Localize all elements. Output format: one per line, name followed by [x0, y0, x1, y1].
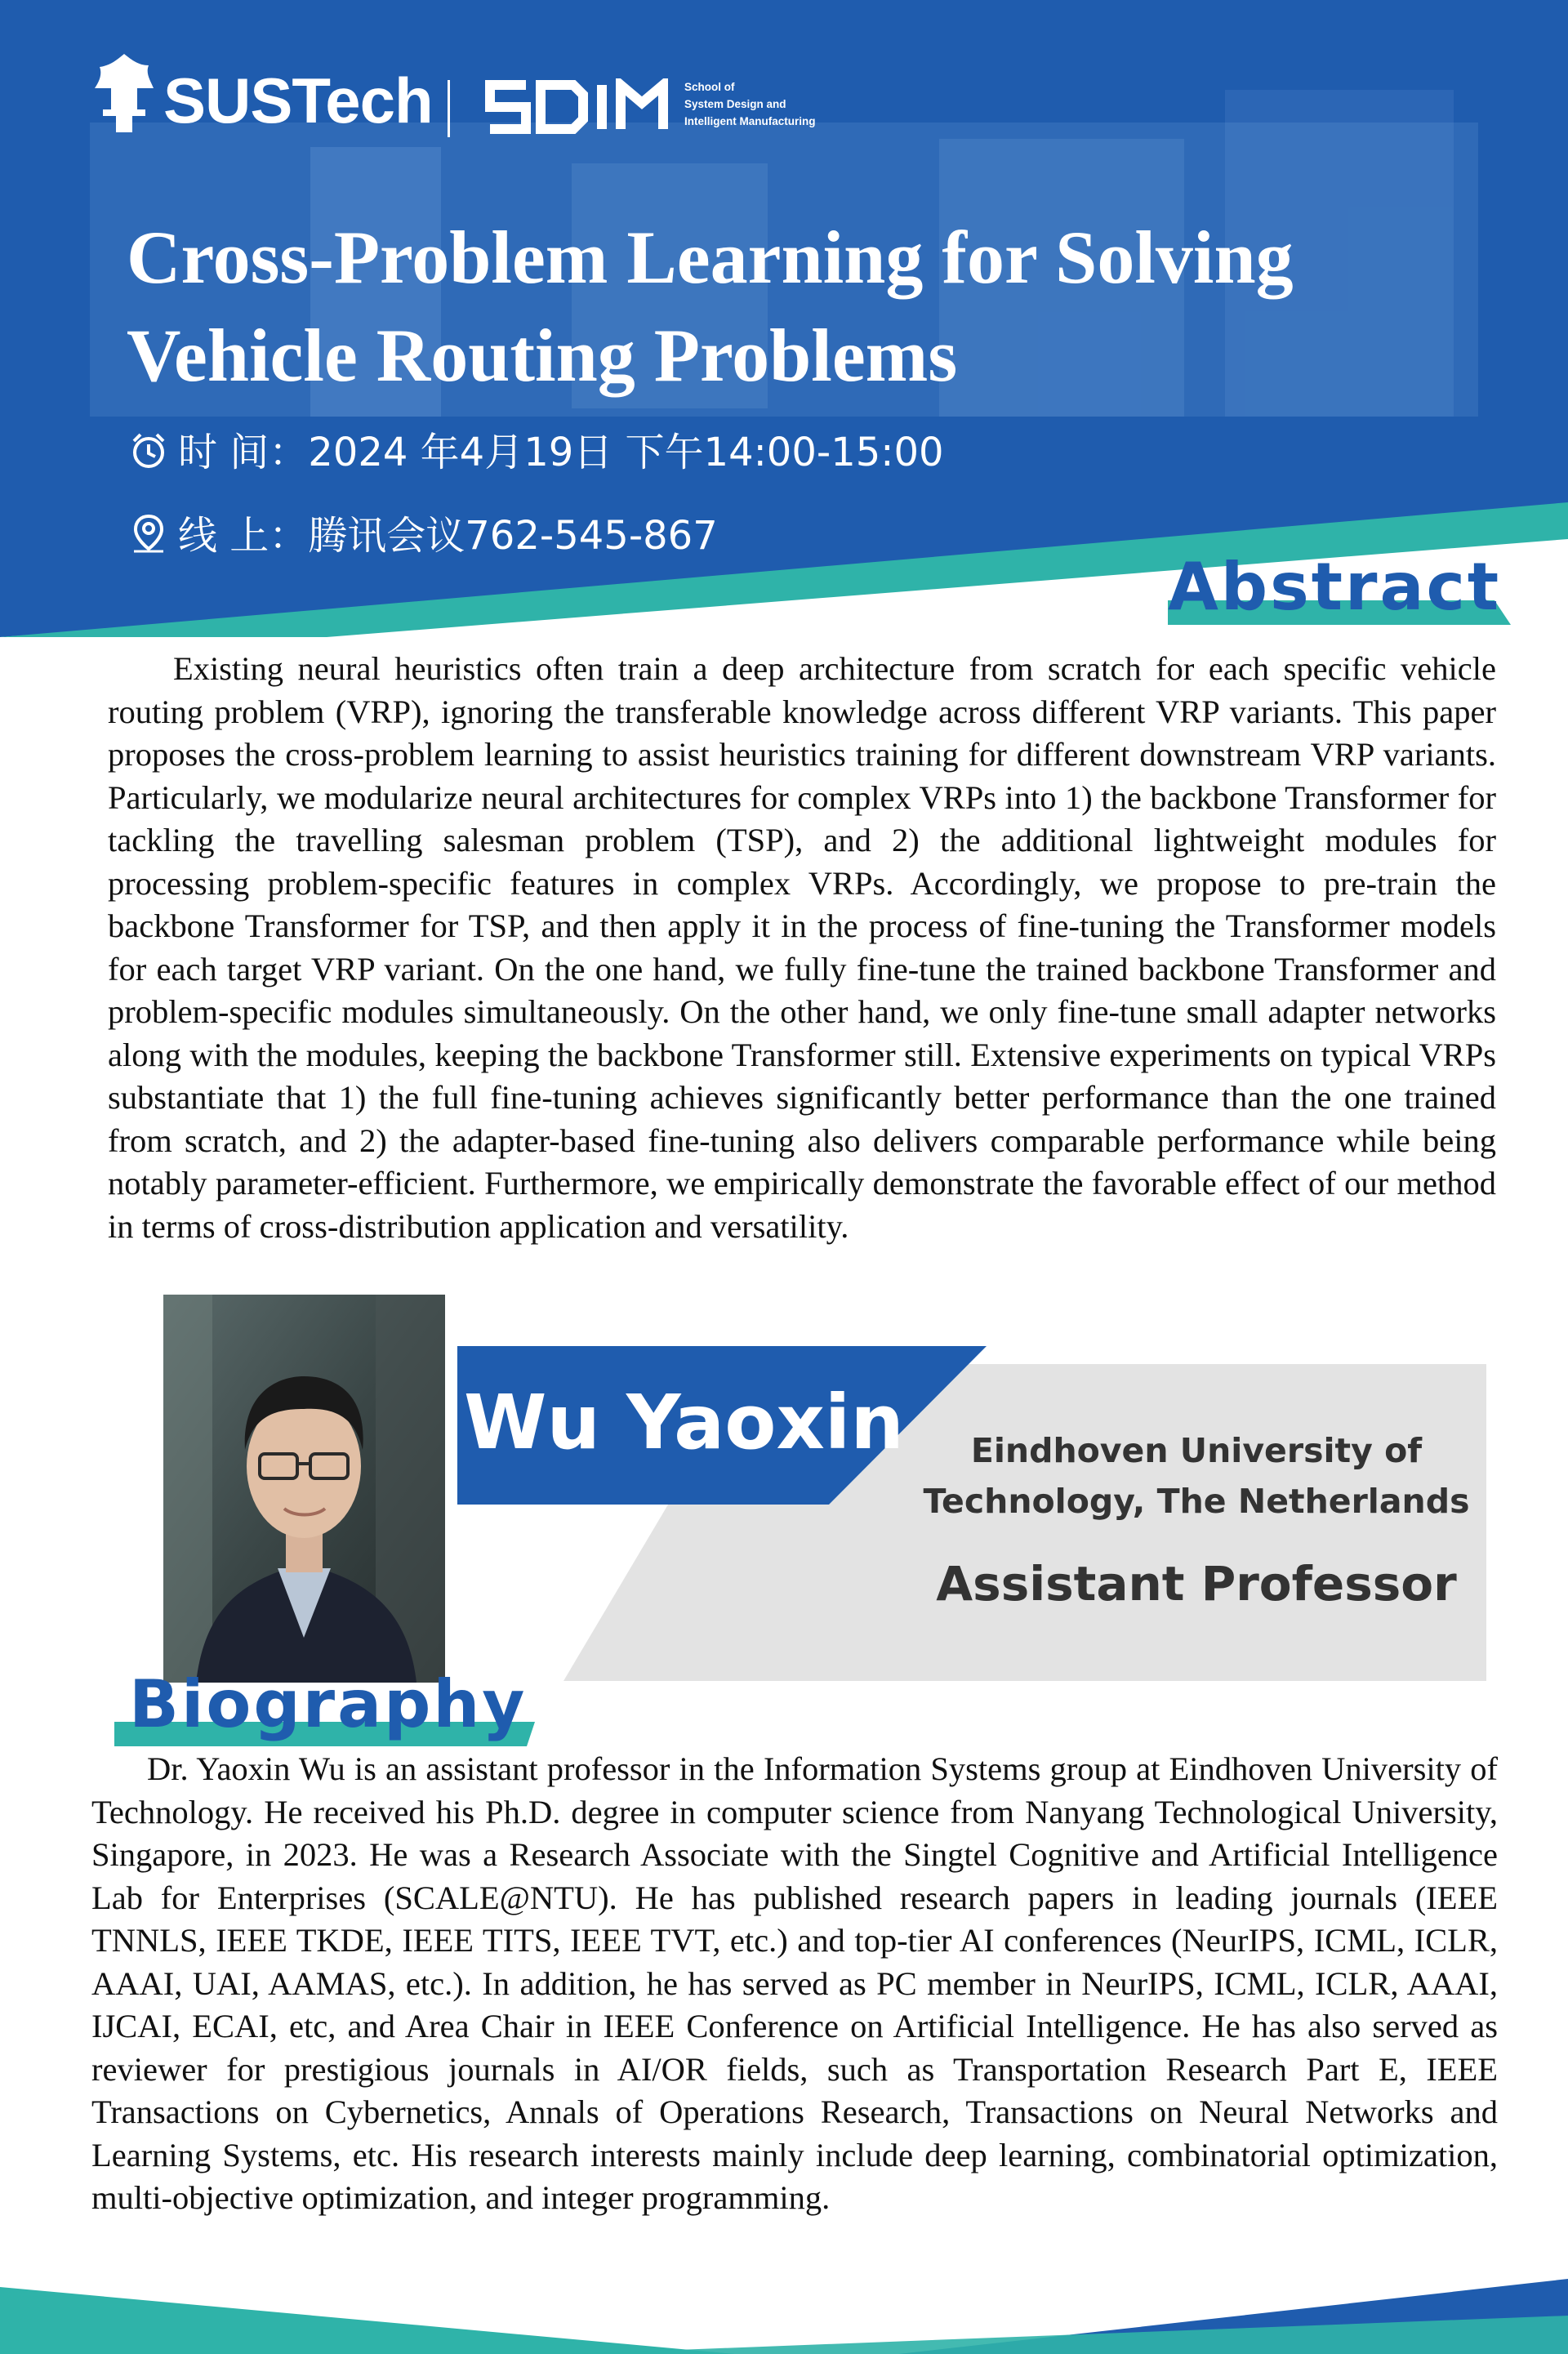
title-line: Vehicle Routing Problems: [127, 314, 958, 397]
sustech-logo-text: SUSTech: [163, 65, 433, 136]
event-location-text: 线 上：腾讯会议762-545-867: [178, 513, 718, 559]
sdim-line: Intelligent Manufacturing: [684, 115, 816, 127]
speaker-position: Assistant Professor: [936, 1556, 1457, 1612]
biography-heading: Biography: [129, 1666, 528, 1742]
title-line: Cross-Problem Learning for Solving: [127, 216, 1294, 299]
affiliation-line: Technology, The Netherlands: [923, 1482, 1470, 1521]
biography-text: Dr. Yaoxin Wu is an assistant professor in the Information Systems group at Eindhoven University of Technology. He received his Ph.D. degree in computer science from Nanyang Technological University, Singapore, in 2023. He was a Research Associate with the Singtel Cognitive and Artificial Intelligence Lab for Enterprises (SCALE@NTU). He has published research papers in leading journals (IEEE TNNLS, IEEE TKDE, IEEE TITS, IEEE TVT, etc.) and top-tier AI conferences (NeurIPS, ICML, ICLR, AAAI, UAI, AAMAS, etc.). In addition, he has served as PC member in NeurIPS, ICML, ICLR, AAAI, IJCAI, ECAI, etc, and Area Chair in IEEE Conference on Artificial Intelligence. He has also served as reviewer for prestigious journals in AI/OR fields, such as Transportation Research Part E, IEEE Transactions on Cybernetics, Annals of Operations Research, Transactions on Neural Networks and Learning Systems, etc. His research interests mainly include deep learning, combinatorial optimization, multi-objective optimization, and integer programming.: [91, 1750, 1498, 2216]
abstract-heading: Abstract: [1168, 549, 1502, 625]
abstract-text: Existing neural heuristics often train a deep architecture from scratch for each specific vehicle routing problem (VRP), ignoring the transferable knowledge across different VRP variants. This paper proposes the cross-problem learning to assist heuristics training for different downstream VRP variants. Particularly, we modularize neural architectures for complex VRPs into 1) the backbone Transformer for tackling the travelling salesman problem (TSP), and 2) the additional lightweight modules for processing problem-specific features in complex VRPs. Accordingly, we propose to pre-train the backbone Transformer for TSP, and then apply it in the process of fine-tuning the Transformer models for each target VRP variant. On the one hand, we fully fine-tune the trained backbone Transformer and problem-specific modules simultaneously. On the other hand, we only fine-tune small adapter networks along with the modules, keeping the backbone Transformer still. Extensive experiments on typical VRPs substantiate that 1) the full fine-tuning achieves significantly better performance than the one trained from scratch, and 2) the adapter-based fine-tuning also delivers comparable performance while being notably parameter-efficient. Furthermore, we empirically demonstrate the favorable effect of our method in terms of cross-distribution application and versatility.: [108, 650, 1496, 1245]
speaker-affiliation: [923, 1425, 1470, 1527]
speaker-photo: [163, 1295, 445, 1683]
sdim-line: School of: [684, 81, 735, 93]
speaker-name: Wu Yaoxin: [464, 1379, 904, 1466]
event-time-text: 时 间：2024 年4月19日 下午14:00-15:00: [178, 430, 944, 475]
affiliation-line: Eindhoven University of: [970, 1431, 1423, 1470]
sdim-line: System Design and: [684, 98, 786, 110]
